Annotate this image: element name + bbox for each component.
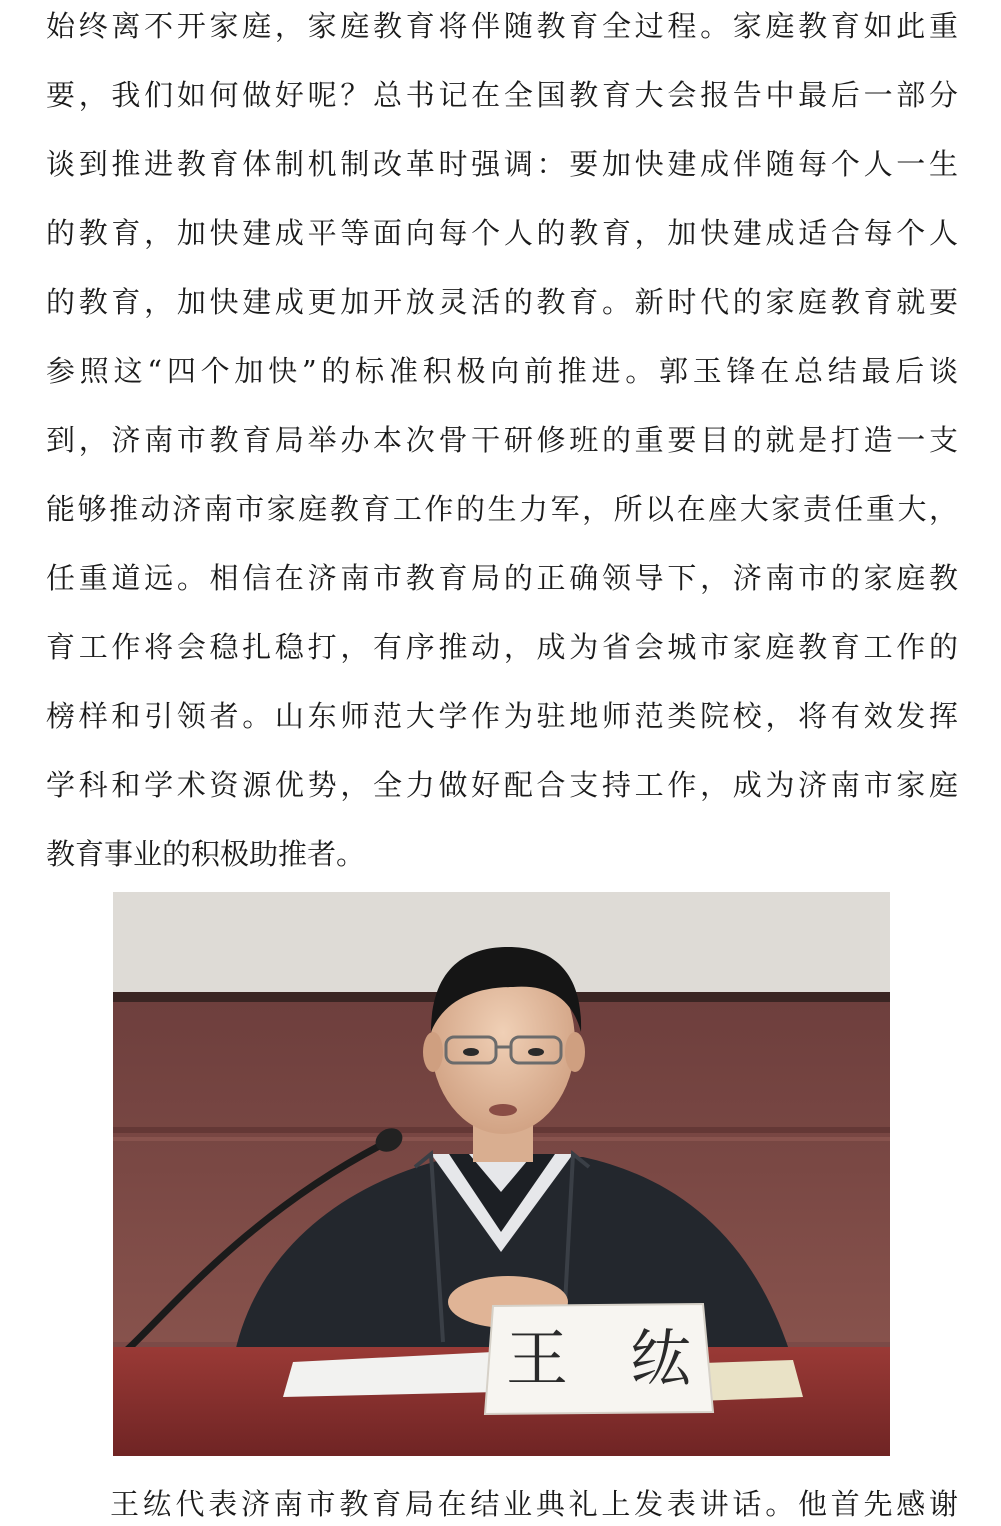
body-line: 王纮代表济南市教育局在结业典礼上发表讲话。他首先感谢 <box>110 1487 958 1521</box>
nameplate-text: 王 纮 <box>505 1322 693 1395</box>
mouth <box>489 1104 517 1116</box>
body-line: 教育事业的积极助推者。 <box>46 837 366 871</box>
ear <box>423 1032 443 1072</box>
body-line: 谈到推进教育体制机制改革时强调：要加快建成伴随每个人一生 <box>46 147 958 181</box>
speaker-photo-illustration <box>113 892 890 1456</box>
eye <box>463 1048 479 1056</box>
ear <box>565 1032 585 1072</box>
body-line: 榜样和引领者。山东师范大学作为驻地师范类院校，将有效发挥 <box>46 699 958 733</box>
body-line: 育工作将会稳扎稳打，有序推动，成为省会城市家庭教育工作的 <box>46 630 958 664</box>
body-line: 任重道远。相信在济南市教育局的正确领导下，济南市的家庭教 <box>46 561 958 595</box>
body-line: 参照这“四个加快”的标准积极向前推进。郭玉锋在总结最后谈 <box>46 354 958 388</box>
body-line: 的教育，加快建成平等面向每个人的教育，加快建成适合每个人 <box>46 216 958 250</box>
body-line: 要，我们如何做好呢？总书记在全国教育大会报告中最后一部分 <box>46 78 958 112</box>
eye <box>528 1048 544 1056</box>
body-line: 的教育，加快建成更加开放灵活的教育。新时代的家庭教育就要 <box>46 285 958 319</box>
body-line: 能够推动济南市家庭教育工作的生力军，所以在座大家责任重大， <box>46 492 958 526</box>
speaker-photo <box>113 892 890 1456</box>
body-line: 到，济南市教育局举办本次骨干研修班的重要目的就是打造一支 <box>46 423 958 457</box>
body-line: 始终离不开家庭，家庭教育将伴随教育全过程。家庭教育如此重 <box>46 9 958 43</box>
body-line: 学科和学术资源优势，全力做好配合支持工作，成为济南市家庭 <box>46 768 958 802</box>
